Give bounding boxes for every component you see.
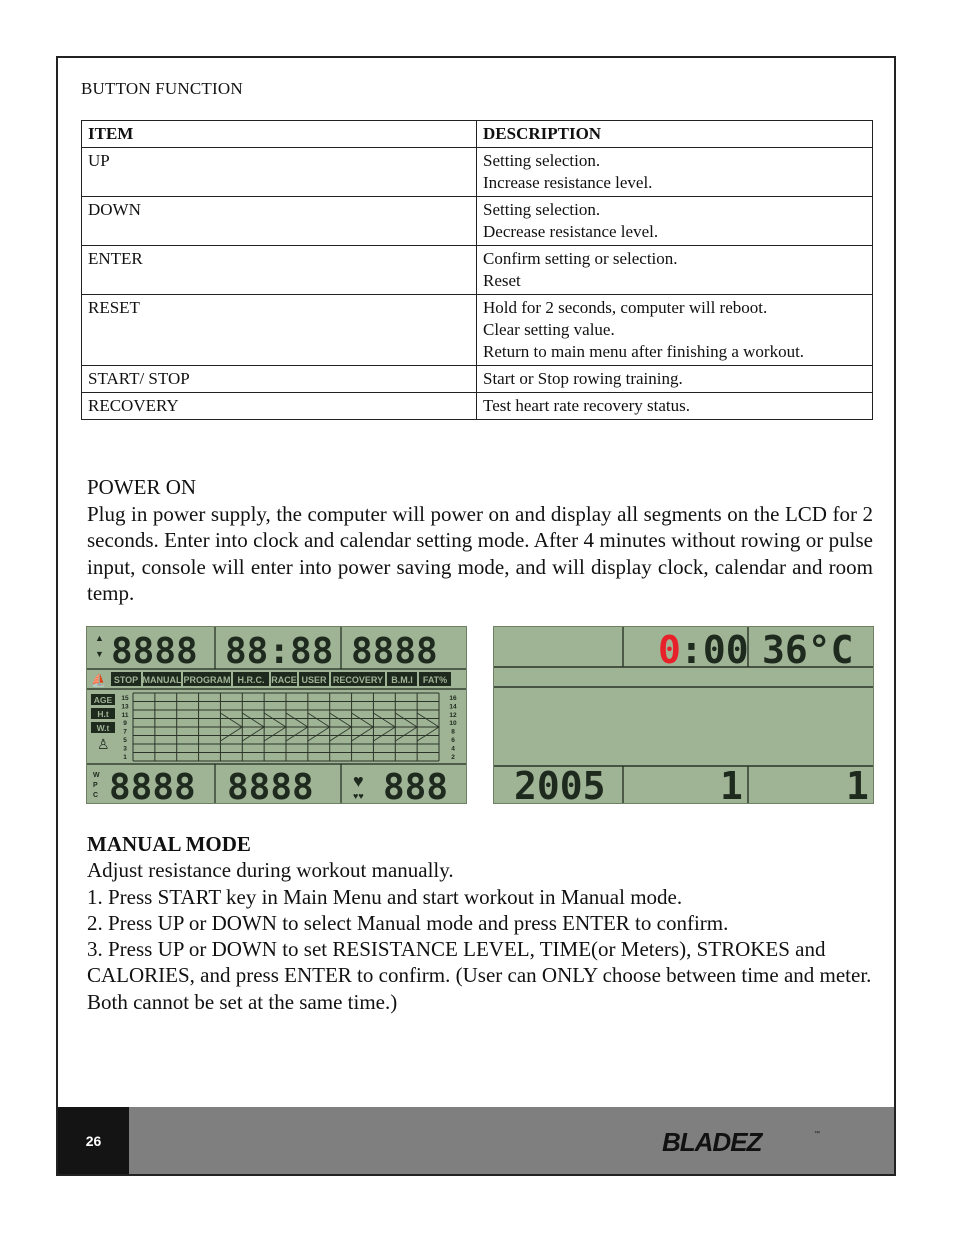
up-arrow-icon: ▲ [95,633,104,643]
cell-description [477,197,873,246]
description-line: Setting selection. [483,200,601,219]
clock-minutes: :00 [680,628,749,672]
power-on-title: POWER ON [87,475,197,499]
lcd-all-segments-display [86,626,467,804]
description-line: Confirm setting or selection. [483,249,678,268]
page-footer [58,1107,894,1174]
lcd-top-digits-1: 8888 [111,631,198,672]
calendar-year: 2005 [514,764,606,803]
down-arrow-icon: ▼ [95,649,104,659]
side-label: W.t [96,723,110,733]
level-number-left: 5 [123,737,127,744]
lcd-side-labels [91,694,115,733]
description-line: Start or Stop rowing training. [483,369,683,388]
person-icon: ♙ [97,736,110,752]
description-line: Clear setting value. [483,320,615,339]
level-number-left: 15 [121,695,129,702]
side-label: AGE [93,695,113,705]
manual-mode-line: 3. Press UP or DOWN to set RESISTANCE LEVEL, TIME(or Meters), STROKES and CALORIES, and press ENTER to confirm. (User can ONLY choose between time and meter. Both cannot be set at the same time.) [87,937,872,1014]
header-item: ITEM [82,121,477,148]
lcd-top-digits-2: 88:88 [225,631,334,672]
calendar-day: 1 [846,764,869,803]
c-label: C [93,792,99,799]
table-row [82,246,873,295]
heart-icon: ♥ [353,771,364,791]
lcd-profile-grid [133,693,439,761]
mode-label: PROGRAM [183,675,231,685]
mode-label: RECOVERY [332,675,384,685]
button-function-table [81,120,873,420]
lcd-bottom-digits-1: 8888 [109,767,196,803]
table-row [82,366,873,393]
cell-description [477,366,873,393]
rower-icon: ⛵ [91,673,106,687]
clock-hour: 0 [658,628,681,672]
bladez-logo-icon [662,1127,822,1157]
lcd-all-segments-graphic [87,627,466,803]
mode-label: H.R.C. [237,675,265,685]
level-number-left: 13 [121,703,129,711]
cell-item: RECOVERY [82,393,477,420]
level-number-right: 2 [451,753,455,761]
room-temperature: 36°C [762,628,854,672]
section-label: BUTTON FUNCTION [81,79,243,98]
small-hearts-icon: ♥♥ [353,791,364,801]
calendar-month: 1 [720,764,743,803]
mode-label: MANUAL [142,675,182,685]
manual-mode-line: 2. Press UP or DOWN to select Manual mode and press ENTER to confirm. [87,910,729,935]
lcd-clock-graphic [494,627,873,803]
manual-mode-title: MANUAL MODE [87,832,251,856]
description-line: Decrease resistance level. [483,222,659,241]
brand-name: BLADEZ [662,1127,762,1157]
level-number-left: 1 [123,753,127,761]
level-number-right: 16 [449,695,457,702]
level-number-right: 12 [449,711,457,719]
mode-label: FAT% [422,675,448,685]
side-label: H.t [97,709,109,719]
lcd-mode-labels [111,672,451,686]
w-label: W [93,772,100,779]
lcd-top-digits-3: 8888 [351,631,438,672]
level-number-right: 8 [451,728,455,736]
level-number-left: 3 [123,745,127,753]
level-number-left: 9 [123,720,127,728]
power-on-body: Plug in power supply, the computer will power on and display all segments on the LCD for 2 seconds. Enter into clock and calendar setting mode. After 4 minutes without rowing or pulse input, console will enter into power saving mode, and will display clock, calendar and room temp. [87,501,873,605]
table-row [82,295,873,366]
description-line: Hold for 2 seconds, computer will reboot. [483,298,768,317]
level-number-right: 6 [451,737,455,744]
description-line: Setting selection. [483,151,601,170]
description-line: Increase resistance level. [483,173,653,192]
header-description: DESCRIPTION [477,121,873,148]
manual-mode-section [87,831,873,1015]
lcd-bottom-digits-3: 888 [383,767,449,803]
page-number: 26 [58,1107,129,1174]
table-row [82,148,873,197]
svg-text:™: ™ [814,1131,820,1137]
lcd-bottom-digits-2: 8888 [227,767,314,803]
manual-mode-line: Adjust resistance during workout manually. [87,858,454,883]
manual-mode-line: 1. Press START key in Main Menu and start workout in Manual mode. [87,884,683,909]
cell-item: DOWN [82,197,477,246]
mode-label: STOP [113,675,139,685]
cell-item: RESET [82,295,477,366]
cell-description [477,295,873,366]
cell-description [477,246,873,295]
level-number-right: 10 [449,720,457,728]
lcd-clock-display [493,626,874,804]
description-line: Reset [483,271,521,290]
description-line: Return to main menu after finishing a workout. [483,342,805,361]
power-on-section [87,474,873,607]
cell-item: ENTER [82,246,477,295]
cell-item: START/ STOP [82,366,477,393]
table-row [82,197,873,246]
lcd-level-numbers [121,695,457,761]
level-number-right: 4 [451,745,455,753]
brand-logo [662,1127,822,1162]
table-header-row [82,121,873,148]
mode-label: B.M.I [391,675,413,685]
table-row [82,393,873,420]
cell-item: UP [82,148,477,197]
mode-label: RACE [271,675,297,685]
cell-description [477,393,873,420]
cell-description [477,148,873,197]
p-label: P [93,782,98,789]
level-number-right: 14 [449,703,457,711]
description-line: Test heart rate recovery status. [483,396,690,415]
mode-label: USER [301,675,327,685]
level-number-left: 7 [123,728,127,736]
level-number-left: 11 [121,711,129,719]
